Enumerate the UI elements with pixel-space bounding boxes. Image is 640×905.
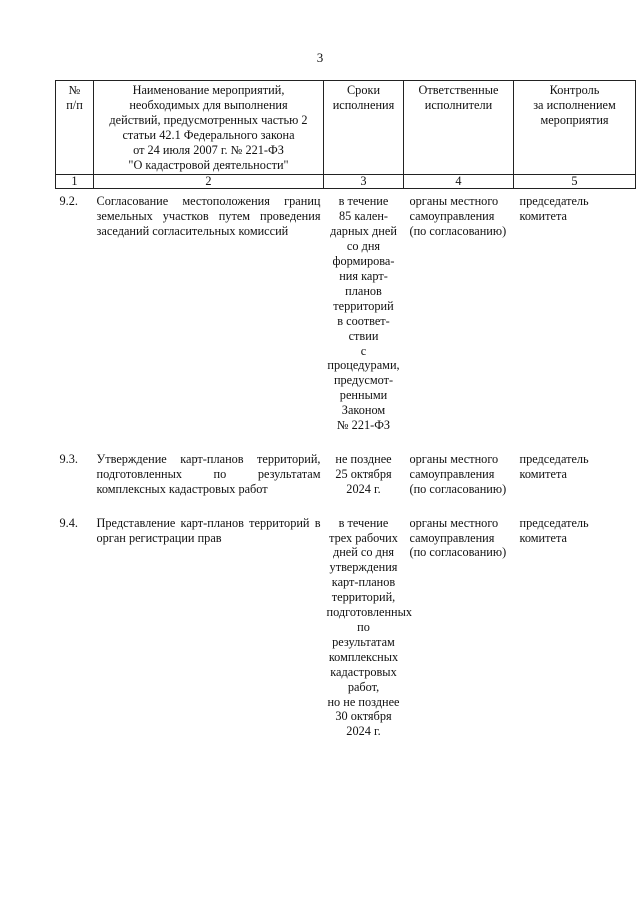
page-number: 3	[316, 50, 324, 65]
header-deadline: Сроки исполнения	[324, 81, 404, 175]
row-number: 9.4.	[59, 515, 78, 530]
row-measure: Утверждение карт-планов территорий, подготовленных по результатам комплексных кадастровых работ	[96, 451, 321, 496]
header-number: № п/п	[56, 81, 94, 175]
row-responsible: органы местного самоуправления (по согласованию)	[409, 194, 507, 239]
column-number-1: 1	[56, 175, 94, 189]
row-number: 9.2.	[59, 194, 78, 209]
header-control: Контроль за исполнением мероприятия	[514, 81, 636, 175]
row-control: председатель комитета	[519, 515, 589, 545]
row-responsible: органы местного самоуправления (по согласованию)	[409, 515, 507, 560]
table-row	[56, 511, 636, 754]
table-row	[56, 447, 636, 511]
row-control: председатель комитета	[519, 194, 589, 224]
row-deadline: в течение трех рабочих дней со дня утверждения карт-планов территорий, подготовленных по результатам комплексных кадастровых работ, но не позднее 30 октября 2024 г.	[326, 515, 413, 739]
measures-table	[55, 80, 636, 753]
row-responsible: органы местного самоуправления (по согласованию)	[409, 451, 507, 496]
header-responsible: Ответственные исполнители	[404, 81, 514, 175]
column-number-3: 3	[324, 175, 404, 189]
row-number: 9.3.	[59, 451, 78, 466]
row-measure: Согласование местоположения границ земельных участков путем проведения заседаний согласительных комиссий	[96, 194, 321, 239]
row-control: председатель комитета	[519, 451, 589, 481]
row-deadline: не позднее 25 октября 2024 г.	[335, 451, 392, 496]
column-number-5: 5	[514, 175, 636, 189]
table-row	[56, 189, 636, 447]
row-measure: Представление карт-планов территорий в орган регистрации прав	[96, 515, 321, 545]
column-number-2: 2	[94, 175, 324, 189]
row-deadline: в течение 85 кален- дарных дней со дня формирова- ния карт- планов территорий в соответ- ствии с процедурами, предусмот- ренными Законом № 221-ФЗ	[327, 194, 400, 433]
header-measure-name: Наименование мероприятий, необходимых для выполнения действий, предусмотренных частью 2 статьи 42.1 Федерального закона от 24 июля 2007 г. № 221-ФЗ "О кадастровой деятельности"	[94, 81, 324, 175]
column-number-4: 4	[404, 175, 514, 189]
